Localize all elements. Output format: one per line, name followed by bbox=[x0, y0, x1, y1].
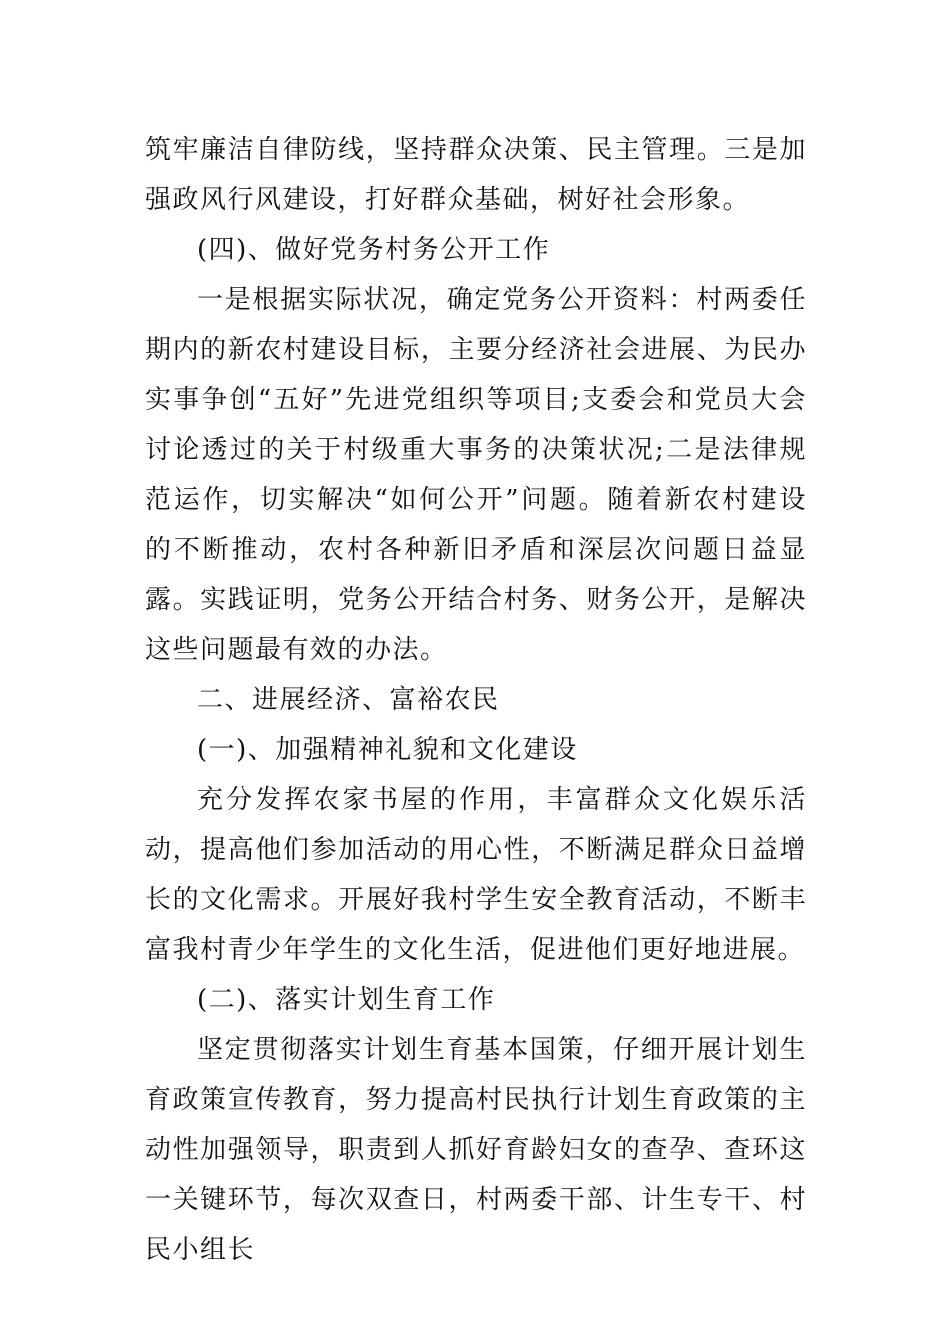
continuation-paragraph: 筑牢廉洁自律防线，坚持群众决策、民主管理。三是加强政风行风建设，打好群众基础，树好社会形象。 bbox=[145, 135, 807, 215]
body-paragraph-culture: 充分发挥农家书屋的作用，丰富群众文化娱乐活动，提高他们参加活动的用心性，不断满足群众日益增长的文化需求。开展好我村学生安全教育活动，不断丰富我村青少年学生的文化生活，促进他们更好地进展。 bbox=[145, 785, 807, 965]
section-heading-2: (二)、落实计划生育工作 bbox=[197, 985, 496, 1015]
section-heading-1: (一)、加强精神礼貌和文化建设 bbox=[197, 735, 578, 765]
document-body bbox=[145, 125, 807, 1275]
chapter-heading-2: 二、进展经济、富裕农民 bbox=[197, 685, 500, 715]
section-heading-4: (四)、做好党务村务公开工作 bbox=[197, 235, 551, 265]
body-paragraph-disclosure: 一是根据实际状况，确定党务公开资料：村两委任期内的新农村建设目标，主要分经济社会进展、为民办实事争创“五好”先进党组织等项目;支委会和党员大会讨论透过的关于村级重大事务的决策状况;二是法律规范运作，切实解决“如何公开”问题。随着新农村建设的不断推动，农村各种新旧矛盾和深层次问题日益显露。实践证明，党务公开结合村务、财务公开，是解决这些问题最有效的办法。 bbox=[145, 285, 807, 665]
body-paragraph-family-planning: 坚定贯彻落实计划生育基本国策，仔细开展计划生育政策宣传教育，努力提高村民执行计划生育政策的主动性加强领导，职责到人抓好育龄妇女的查孕、查环这一关键环节，每次双查日，村两委干部、计生专干、村民小组长 bbox=[145, 1035, 807, 1265]
